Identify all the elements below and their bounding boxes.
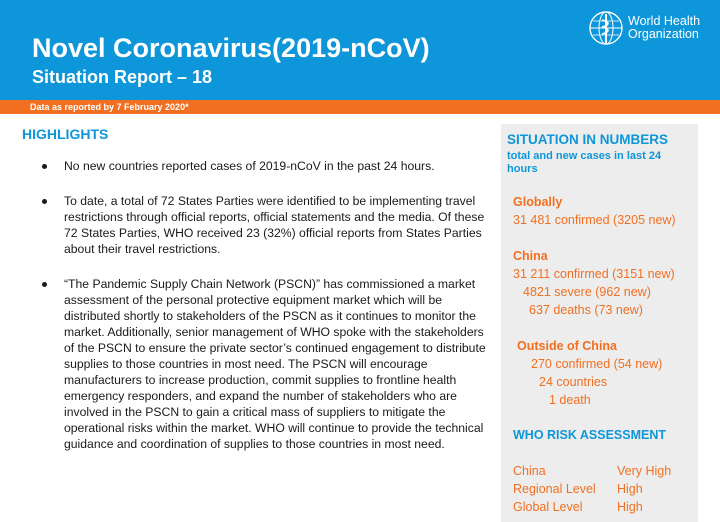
highlight-text: To date, a total of 72 States Parties were identified to be implementing travel restrictions through official reports, official statements and the media. Of these 72 States Parties, WHO received 23 (32%) official reports from States Parties about their travel restrictions.	[64, 194, 485, 256]
highlights-list	[40, 158, 490, 471]
outside-deaths: 1 death	[549, 393, 591, 407]
outside-heading: Outside of China	[517, 339, 617, 353]
china-confirmed: 31 211 confirmed (3151 new)	[513, 267, 675, 281]
outside-countries: 24 countries	[539, 375, 608, 389]
who-logo-line1: World Health	[628, 14, 701, 28]
china-deaths: 637 deaths (73 new)	[529, 303, 643, 317]
situation-subtitle: total and new cases in last 24 hours	[507, 150, 662, 175]
risk-row	[513, 463, 693, 479]
risk-region: Global Level	[513, 500, 583, 514]
highlights-heading: HIGHLIGHTS	[22, 126, 109, 142]
who-emblem-icon	[588, 10, 624, 46]
globally-confirmed: 31 481 confirmed (3205 new)	[513, 213, 676, 227]
report-header	[0, 0, 720, 100]
bullet-icon	[42, 282, 47, 287]
situation-title: SITUATION IN NUMBERS	[507, 132, 668, 147]
who-logo-text	[628, 15, 700, 41]
bullet-icon	[42, 164, 47, 169]
outside-confirmed: 270 confirmed (54 new)	[531, 357, 663, 371]
risk-level: High	[617, 482, 643, 496]
who-logo-line2: Organization	[628, 27, 699, 41]
risk-level: High	[617, 500, 643, 514]
globally-heading: Globally	[513, 195, 563, 209]
list-item	[40, 193, 490, 257]
list-item	[40, 158, 490, 174]
risk-title: WHO RISK ASSESSMENT	[513, 428, 667, 442]
report-title: Novel Coronavirus(2019-nCoV)	[32, 33, 430, 63]
risk-level: Very High	[617, 464, 672, 478]
china-heading: China	[513, 249, 548, 263]
date-bar	[0, 100, 720, 114]
risk-row	[513, 499, 693, 515]
bullet-icon	[42, 199, 47, 204]
risk-region: Regional Level	[513, 482, 596, 496]
risk-row	[513, 481, 693, 497]
date-note: Data as reported by 7 February 2020*	[30, 102, 189, 112]
highlight-text: “The Pandemic Supply Chain Network (PSCN)” has commissioned a market assessment of the personal protective equipment market which will be distributed shortly to stakeholders of the PSCN as it continues to monitor the market. Additionally, senior management of WHO spoke with the stakeholders of the PSCN to ensure the private sector’s continued engagement to distribute supplies to those countries in most need. The PSCN will encourage manufacturers to increase production, commit supplies to frontline health emergency responders, and expand the number of stakeholders who are involved in the PSCN to gain a critical mass of suppliers to mitigate the operational risks within the market. WHO will continue to provide the technical guidance and coordination of supplies to those countries in most need.	[64, 277, 486, 451]
situation-sidebar	[501, 124, 698, 522]
report-subtitle: Situation Report – 18	[32, 67, 213, 87]
list-item	[40, 276, 490, 452]
who-logo	[588, 8, 716, 48]
china-severe: 4821 severe (962 new)	[523, 285, 651, 299]
risk-region: China	[513, 464, 546, 478]
highlight-text: No new countries reported cases of 2019-nCoV in the past 24 hours.	[64, 159, 435, 173]
